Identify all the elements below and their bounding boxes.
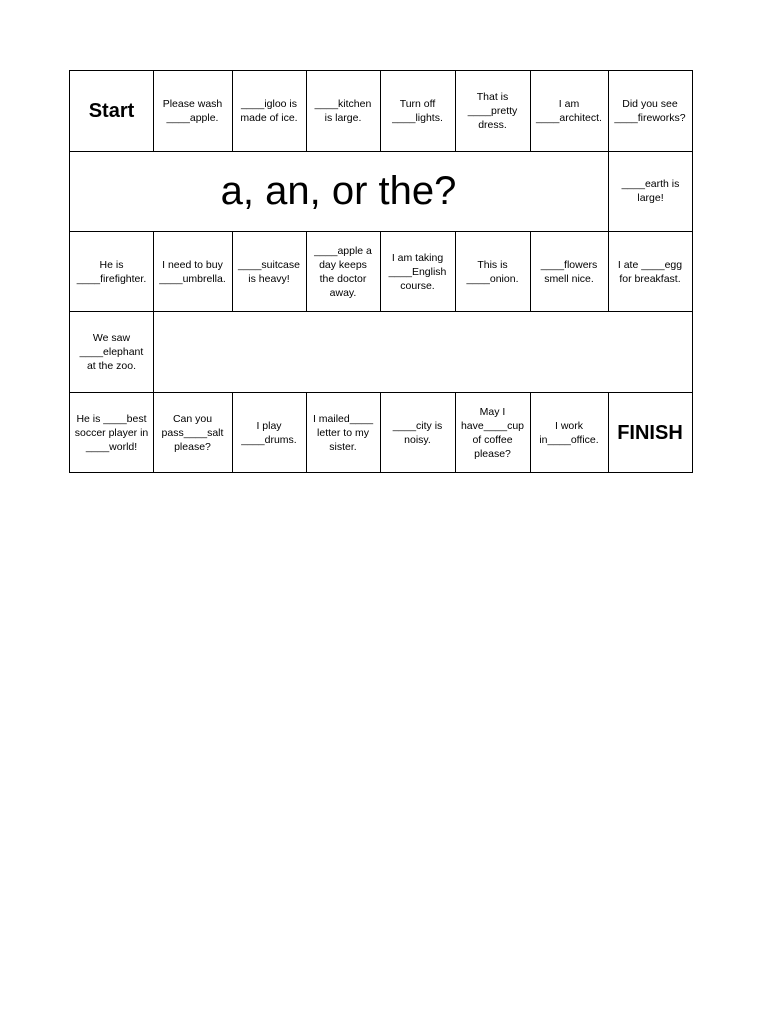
board-square: May I have____cup of coffee please? xyxy=(455,392,531,473)
board-square: I work in____office. xyxy=(530,392,609,473)
board-square: ____igloo is made of ice. xyxy=(232,70,307,152)
board-square: I am ____architect. xyxy=(530,70,609,152)
board-square: That is ____pretty dress. xyxy=(455,70,531,152)
board-square: Can you pass____salt please? xyxy=(153,392,233,473)
board-square: I need to buy ____umbrella. xyxy=(153,231,233,312)
board-square: Turn off ____lights. xyxy=(380,70,456,152)
board-square: He is ____firefighter. xyxy=(69,231,154,312)
start-square: Start xyxy=(69,70,154,152)
board-square: Did you see ____fireworks? xyxy=(608,70,693,152)
board-square: We saw ____elephant at the zoo. xyxy=(69,311,154,393)
board-square: He is ____best soccer player in ____world! xyxy=(69,392,154,473)
board-square: I ate ____egg for breakfast. xyxy=(608,231,693,312)
board-divider xyxy=(69,151,70,232)
board-square: I mailed____ letter to my sister. xyxy=(306,392,381,473)
finish-square: FINISH xyxy=(608,392,693,473)
board-square: This is ____onion. xyxy=(455,231,531,312)
board-square: I play ____drums. xyxy=(232,392,307,473)
board-square: I am taking ____English course. xyxy=(380,231,456,312)
board-square: Please wash ____apple. xyxy=(153,70,233,152)
board-square: ____flowers smell nice. xyxy=(530,231,609,312)
board-square: ____earth is large! xyxy=(608,151,693,232)
board-divider xyxy=(692,311,693,393)
board-square: ____city is noisy. xyxy=(380,392,456,473)
board-square: ____kitchen is large. xyxy=(306,70,381,152)
worksheet-title: a, an, or the? xyxy=(220,169,457,213)
game-board xyxy=(69,70,693,473)
board-square: ____apple a day keeps the doctor away. xyxy=(306,231,381,312)
board-square: ____suitcase is heavy! xyxy=(232,231,307,312)
